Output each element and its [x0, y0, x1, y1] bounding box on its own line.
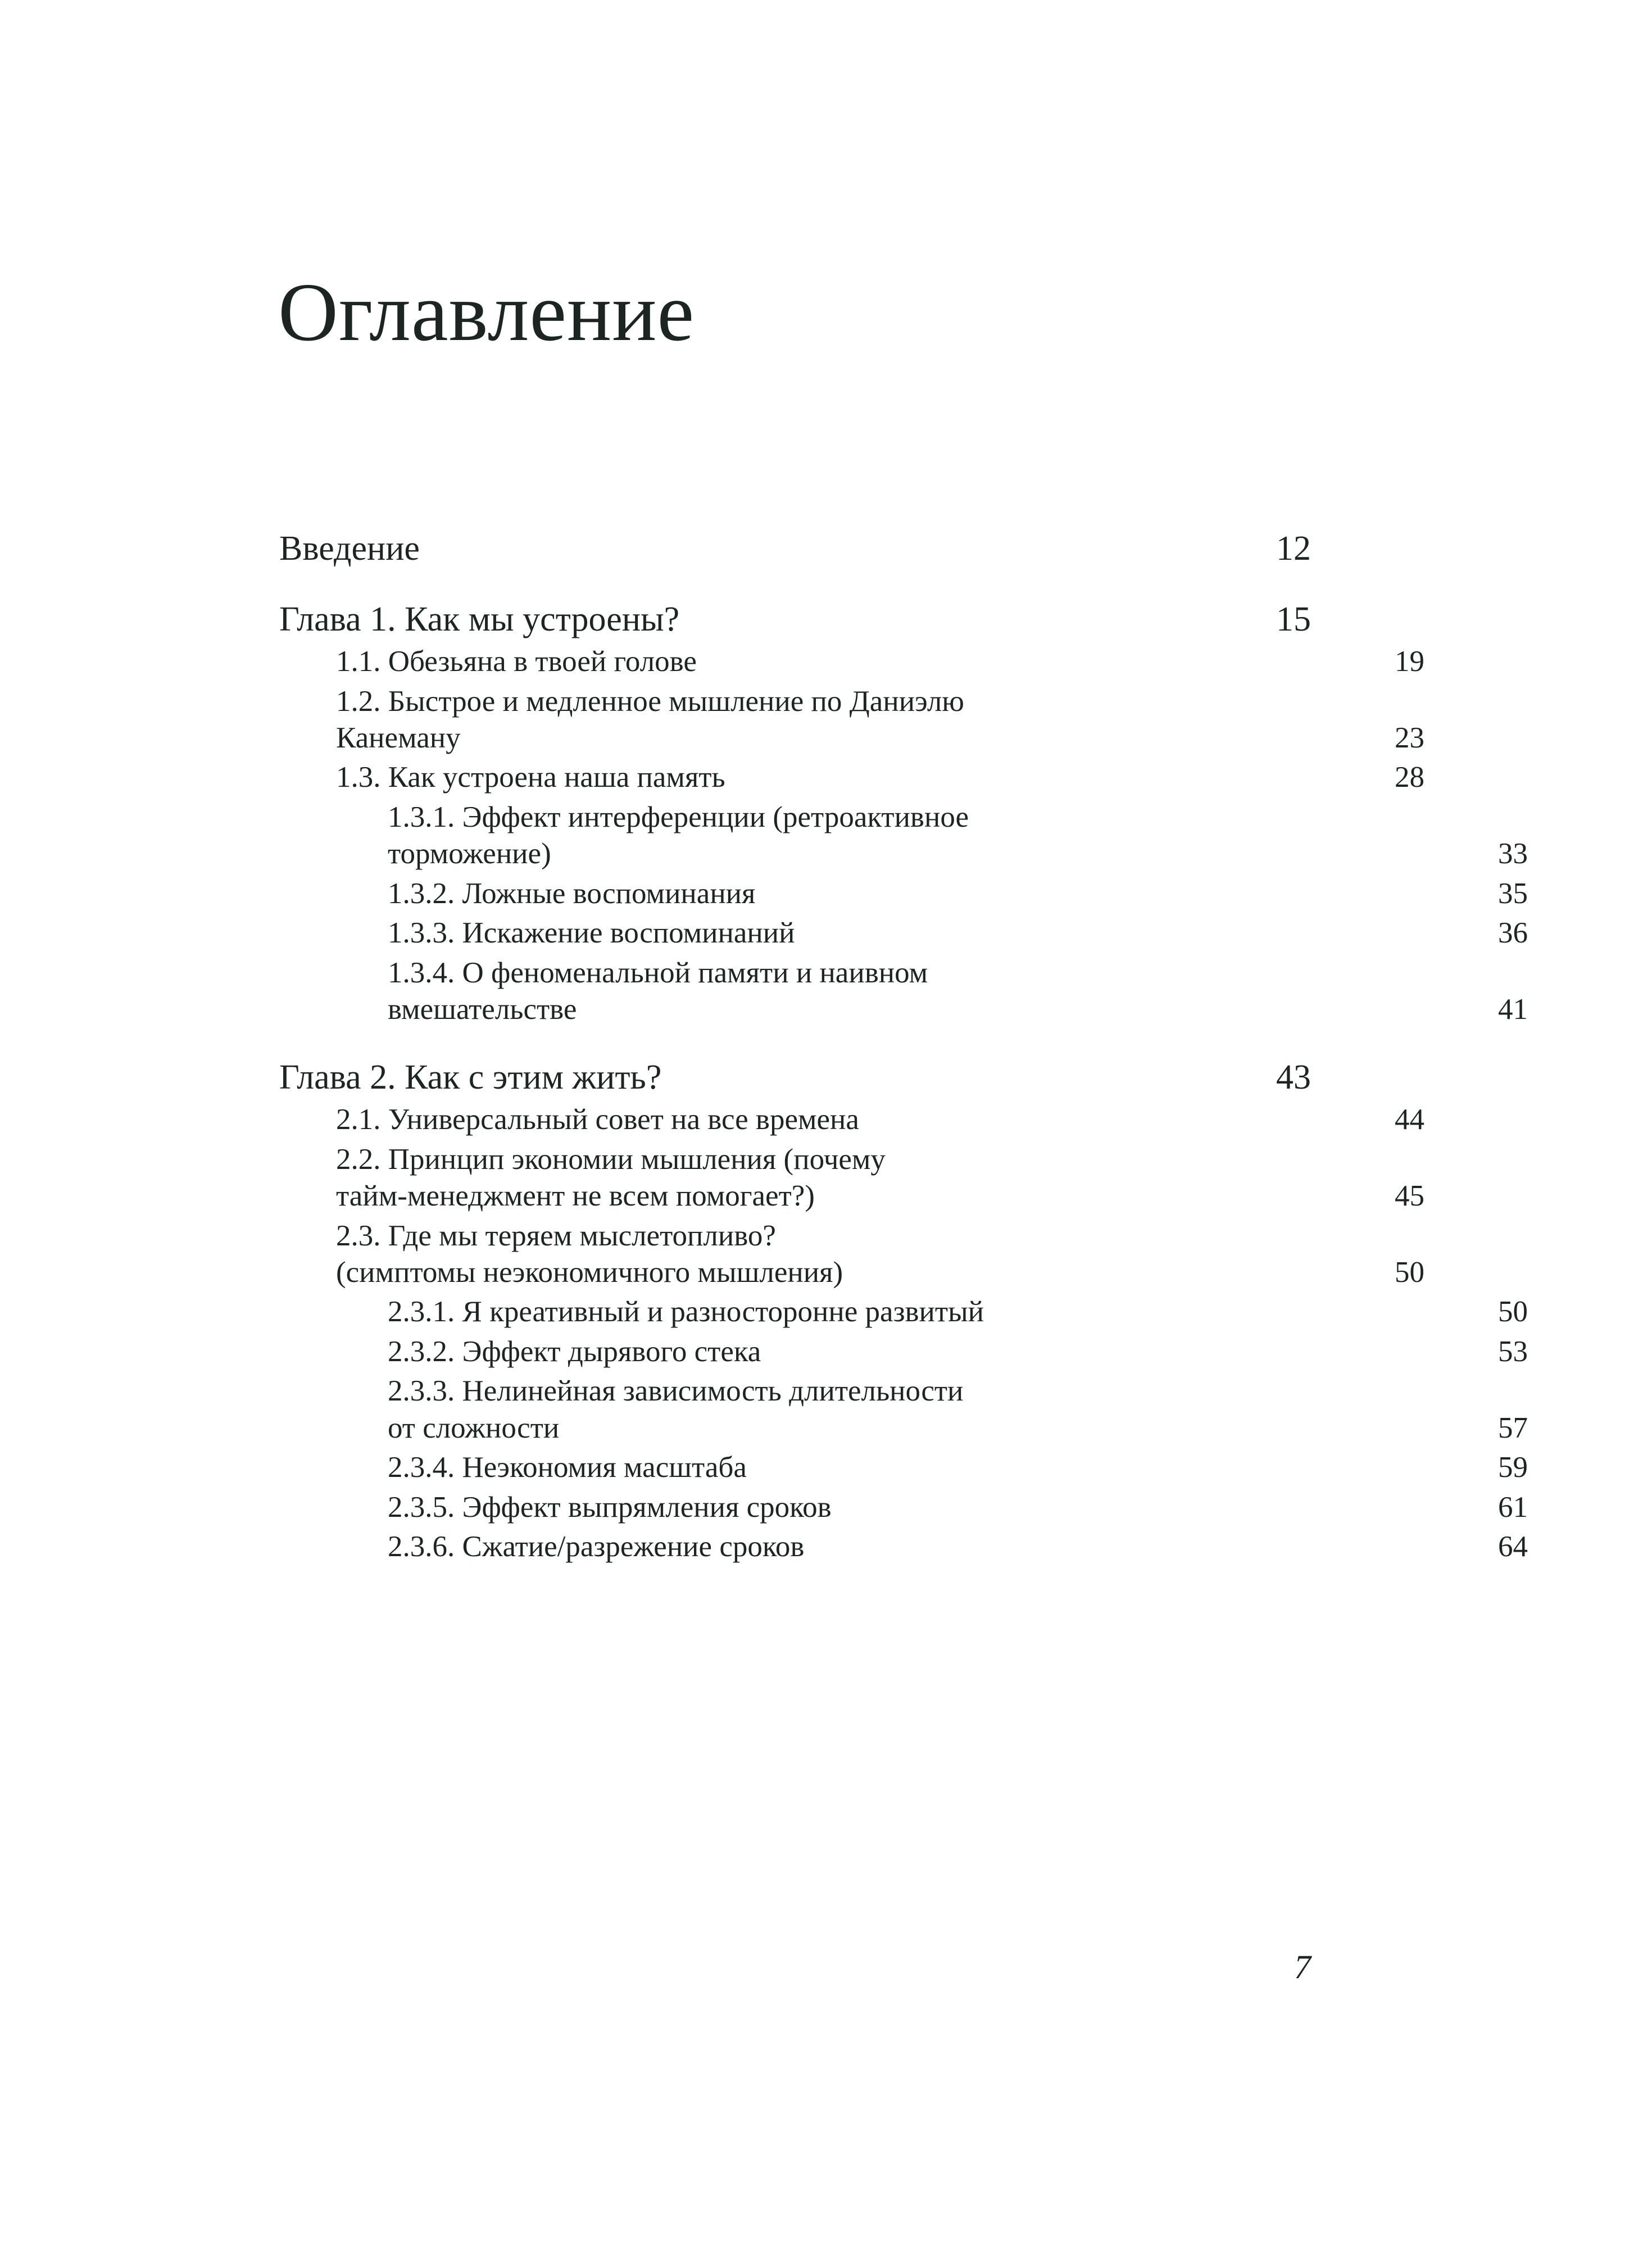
toc-entry-line — [388, 1294, 1528, 1330]
toc-entry-label: 1.1. Обезьяна в твоей голове — [336, 645, 697, 678]
toc-entry-line — [336, 683, 1368, 720]
toc-entry-line — [388, 876, 1528, 912]
toc-entry-label: вмешательстве — [388, 993, 577, 1026]
toc-entry-line — [336, 759, 1424, 796]
toc-entry-page-number: 28 — [1395, 761, 1424, 794]
toc-entry-page-number: 43 — [1276, 1058, 1311, 1096]
page-number-folio: 7 — [1294, 1948, 1311, 1986]
toc-entry[interactable] — [388, 1294, 1528, 1330]
toc-entry-label: 2.3.2. Эффект дырявого стека — [388, 1335, 761, 1368]
toc-entry[interactable] — [388, 1529, 1528, 1565]
toc-entry-label: 2.2. Принцип экономии мышления (почему — [336, 1143, 886, 1176]
toc-entry-line — [279, 1056, 1311, 1099]
toc-entry[interactable] — [388, 799, 1528, 873]
toc-spacer — [279, 1028, 1311, 1056]
toc-entry[interactable] — [336, 1141, 1424, 1215]
toc-entry-label: Глава 1. Как мы устроены? — [279, 600, 680, 638]
toc-entry-page-number: 57 — [1498, 1411, 1528, 1444]
toc-entry-line — [336, 1102, 1424, 1138]
toc-entry-page-number: 15 — [1276, 600, 1311, 638]
toc-entry-page-number: 12 — [1276, 529, 1311, 568]
toc-entry[interactable] — [388, 955, 1528, 1028]
toc-entry-line — [388, 1334, 1528, 1370]
toc-entry-line — [388, 915, 1528, 951]
toc-entry-label: 1.2. Быстрое и медленное мышление по Даниэлю — [336, 685, 964, 718]
toc-entry-page-number: 23 — [1395, 722, 1424, 755]
toc-entry-label: 1.3. Как устроена наша память — [336, 761, 725, 794]
page-title: Оглавление — [278, 266, 695, 359]
toc-entry[interactable] — [279, 598, 1311, 641]
toc-entry-continuation-line — [336, 1254, 1424, 1291]
toc-entry[interactable] — [388, 1489, 1528, 1526]
toc-entry[interactable] — [336, 643, 1424, 680]
toc-entry-label: 2.3.4. Неэкономия масштаба — [388, 1451, 747, 1484]
toc-entry[interactable] — [279, 1056, 1311, 1099]
toc-entry-page-number: 64 — [1498, 1530, 1528, 1563]
toc-entry[interactable] — [388, 1449, 1528, 1486]
toc-entry-label: Глава 2. Как с этим жить? — [279, 1058, 662, 1096]
toc-entry[interactable] — [388, 1373, 1528, 1447]
toc-entry-label: 1.3.3. Искажение воспоминаний — [388, 917, 795, 950]
toc-entry-label: 2.3. Где мы теряем мыслетопливо? — [336, 1219, 776, 1252]
toc-entry-line — [336, 1218, 1368, 1254]
toc-entry-label: 2.3.6. Сжатие/разрежение сроков — [388, 1530, 805, 1563]
toc-entry-page-number: 50 — [1498, 1295, 1528, 1329]
toc-entry-line — [279, 598, 1311, 641]
toc-entry-label: 2.3.1. Я креативный и разносторонне развитый — [388, 1295, 984, 1329]
toc-entry-line — [388, 1529, 1528, 1565]
toc-entry-label: 2.3.3. Нелинейная зависимость длительности — [388, 1375, 964, 1408]
toc-entry-line — [388, 1449, 1528, 1486]
toc-entry[interactable] — [336, 683, 1424, 757]
toc-entry-continuation-line — [388, 836, 1528, 872]
toc-entry-line — [388, 799, 1419, 836]
toc-entry[interactable] — [388, 915, 1528, 951]
toc-spacer — [279, 570, 1311, 598]
toc-entry-continuation-line — [388, 1410, 1528, 1447]
toc-entry-label: 1.3.1. Эффект интерференции (ретроактивное — [388, 800, 969, 833]
toc-entry-page-number: 33 — [1498, 837, 1528, 871]
toc-entry-page-number: 44 — [1395, 1103, 1424, 1136]
toc-entry-line — [279, 527, 1311, 570]
table-of-contents-list — [279, 527, 1528, 1566]
toc-entry-label: тайм-менеджмент не всем помогает?) — [336, 1180, 815, 1213]
toc-entry-label: 2.3.5. Эффект выпрямления сроков — [388, 1490, 832, 1524]
toc-entry-label: Канеману — [336, 722, 461, 755]
toc-entry-page-number: 59 — [1498, 1451, 1528, 1484]
toc-entry-label: от сложности — [388, 1411, 560, 1444]
toc-entry-page-number: 61 — [1498, 1490, 1528, 1524]
toc-entry-line — [388, 1373, 1419, 1409]
toc-entry[interactable] — [388, 1334, 1528, 1370]
toc-entry-page-number: 45 — [1395, 1180, 1424, 1213]
toc-entry[interactable] — [279, 527, 1311, 570]
toc-entry-line — [336, 1141, 1368, 1178]
toc-entry-label: (симптомы неэкономичного мышления) — [336, 1256, 843, 1289]
toc-entry-label: 1.3.2. Ложные воспоминания — [388, 877, 756, 910]
toc-entry-continuation-line — [388, 991, 1528, 1028]
toc-entry-line — [336, 643, 1424, 680]
toc-entry-label: 1.3.4. О феноменальной памяти и наивном — [388, 956, 928, 989]
toc-entry-label: Введение — [279, 529, 420, 568]
toc-entry-page-number: 36 — [1498, 917, 1528, 950]
toc-entry-page-number: 50 — [1395, 1256, 1424, 1289]
toc-entry-label: торможение) — [388, 837, 551, 871]
toc-entry-line — [388, 955, 1419, 991]
toc-entry-page-number: 41 — [1498, 993, 1528, 1026]
toc-entry-page-number: 19 — [1395, 645, 1424, 678]
toc-entry[interactable] — [336, 1102, 1424, 1138]
toc-entry-continuation-line — [336, 720, 1424, 756]
toc-entry-label: 2.1. Универсальный совет на все времена — [336, 1103, 859, 1136]
toc-entry-page-number: 53 — [1498, 1335, 1528, 1368]
toc-entry-continuation-line — [336, 1178, 1424, 1214]
toc-entry-line — [388, 1489, 1528, 1526]
toc-entry[interactable] — [388, 876, 1528, 912]
toc-entry[interactable] — [336, 759, 1424, 796]
toc-entry[interactable] — [336, 1218, 1424, 1291]
toc-entry-page-number: 35 — [1498, 877, 1528, 910]
